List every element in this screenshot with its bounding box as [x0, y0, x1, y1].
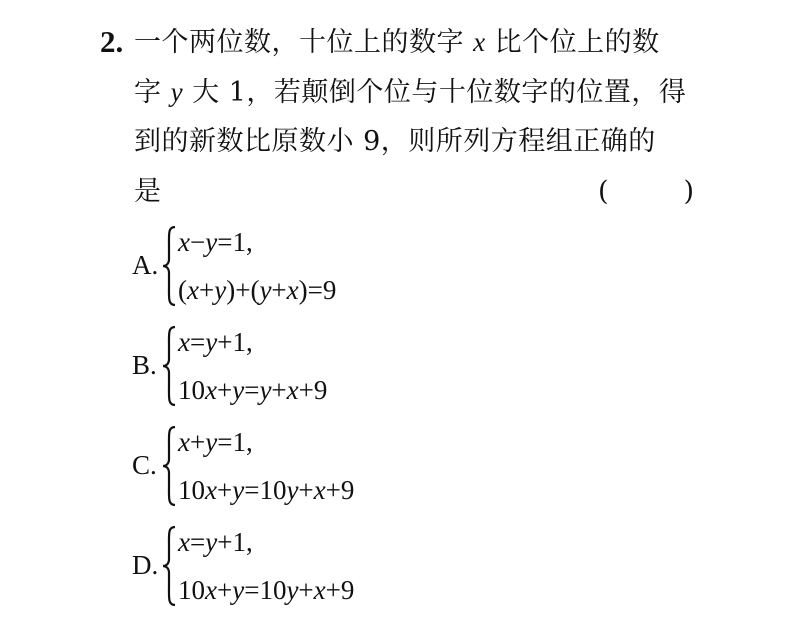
option-b-equation-1: x=y+1,: [178, 327, 253, 357]
option-a-label: A.: [132, 250, 159, 280]
variable-x: x: [473, 27, 486, 57]
stem-text: 到的新数比原数小 9，则所列方程组正确的: [134, 126, 656, 157]
option-c-equation-2: 10x+y=10y+x+9: [178, 475, 355, 505]
question-number: 2.: [100, 24, 124, 59]
brace-icon: [162, 526, 176, 606]
answer-paren-close: ): [683, 176, 694, 207]
stem-text: 是: [134, 176, 162, 207]
option-b-label: B.: [132, 350, 157, 380]
answer-blank[interactable]: [598, 172, 694, 212]
option-d-label: D.: [132, 550, 159, 580]
option-a-equation-2: (x+y)+(y+x)=9: [178, 275, 337, 305]
option-c-equation-1: x+y=1,: [178, 427, 253, 457]
brace-icon: [162, 226, 176, 306]
option-d-equation-1: x=y+1,: [178, 527, 253, 557]
option-d-equation-2: 10x+y=10y+x+9: [178, 575, 355, 605]
option-c-label: C.: [132, 450, 157, 480]
stem-text: 比个位上的数: [485, 27, 660, 58]
question-stem-line-1: [134, 22, 660, 63]
question-stem-line-4: [134, 172, 162, 212]
question-stem-line-2: [134, 72, 686, 113]
option-b-equation-2: 10x+y=y+x+9: [178, 375, 328, 405]
brace-icon: [162, 326, 176, 406]
answer-paren-open: (: [598, 176, 609, 207]
question-stem-line-3: [134, 122, 656, 162]
stem-text: 一个两位数，十位上的数字: [134, 27, 474, 58]
brace-icon: [162, 426, 176, 506]
stem-text: 大 1，若颠倒个位与十位数字的位置，得: [183, 77, 687, 108]
stem-text: 字: [134, 77, 171, 108]
variable-y: y: [170, 77, 184, 107]
option-a-equation-1: x−y=1,: [178, 227, 253, 257]
